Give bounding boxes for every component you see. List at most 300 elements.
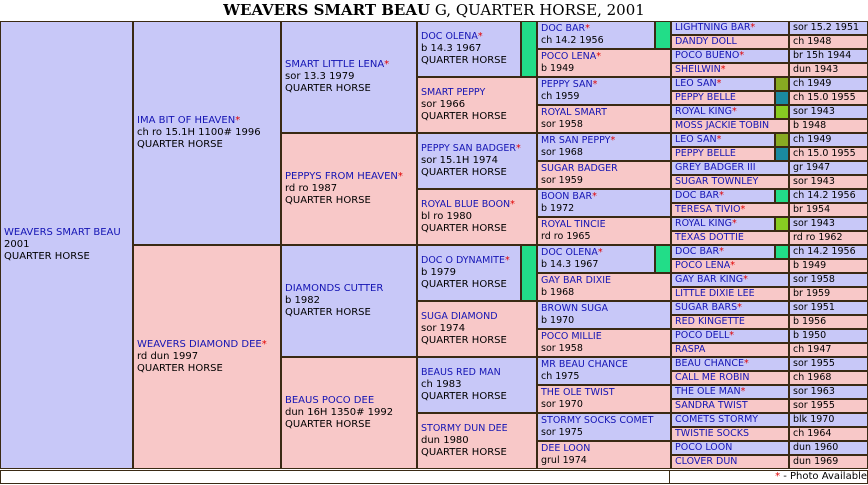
horse-name[interactable] [541,219,670,231]
horse-name[interactable] [421,423,536,435]
horse-name-text[interactable]: SHEILWIN [675,64,721,75]
horse-name[interactable] [541,79,670,91]
horse-name[interactable] [675,22,788,34]
horse-detail-line: b 1970 [541,315,575,326]
horse-cell-g6-0[interactable] [672,22,788,34]
horse-detail-line: QUARTER HORSE [421,167,507,178]
horse-cell-g6-22[interactable] [672,330,788,342]
horse-cell-g5-15[interactable] [538,442,670,468]
horse-name-text[interactable]: CALL ME ROBIN [675,372,750,383]
horse-cell-g6-25[interactable] [672,372,788,384]
photo-star-icon: * [743,274,748,285]
horse-name-text[interactable]: WEAVERS DIAMOND DEE [137,339,262,350]
horse-cell-g6-18[interactable] [672,274,788,286]
horse-cell-g3-3[interactable] [282,358,416,468]
horse-cell-g6-4[interactable] [672,78,788,90]
horse-name[interactable] [675,218,788,230]
horse-name-text[interactable]: SUGA DIAMOND [421,311,498,322]
horse-name[interactable] [541,275,670,287]
horse-detail-line: QUARTER HORSE [421,279,507,290]
horse-info-text: sor 1943 [793,176,835,187]
horse-name[interactable] [541,303,670,315]
horse-name[interactable] [421,255,536,267]
horse-name-text[interactable]: SMART LITTLE LENA [285,59,385,70]
horse-cell-g5-13[interactable] [538,386,670,412]
horse-cell-g6-11[interactable] [672,176,788,188]
horse-name-text[interactable]: MOSS JACKIE TOBIN [675,120,770,131]
horse-name[interactable] [541,443,670,455]
horse-info-g6-13 [790,204,867,216]
horse-name[interactable] [541,163,670,175]
horse-name-text[interactable]: THE OLE TWIST [541,387,615,398]
horse-name[interactable] [675,148,788,160]
horse-info-g6-2 [790,50,867,62]
photo-star-icon: * [731,218,737,229]
photo-star-icon: * [740,204,746,215]
horse-info-text: b 1956 [793,316,827,327]
horse-name[interactable] [675,190,788,202]
horse-name[interactable] [675,232,788,244]
photo-star-icon: * [719,246,724,257]
photo-star-icon: * [716,134,722,145]
photo-star-icon: * [384,59,390,70]
horse-name[interactable] [541,23,670,35]
horse-name[interactable] [541,107,670,119]
horse-detail-line: dun 1980 [421,435,469,446]
photo-star-icon: * [515,143,521,154]
horse-name[interactable] [675,274,788,286]
horse-name[interactable] [675,358,788,370]
horse-name-text[interactable]: IMA BIT OF HEAVEN [137,115,236,126]
horse-name-text[interactable]: DANDY DOLL [675,36,737,47]
horse-name[interactable] [421,311,536,323]
horse-name-text[interactable]: POCO BUENO [675,50,740,61]
horse-name-text[interactable]: SUGAR TOWNLEY [675,176,759,187]
horse-name[interactable] [285,59,416,71]
horse-cell-g4-7[interactable] [418,414,536,468]
photo-star-icon: * [744,358,749,369]
horse-name-text[interactable]: BEAU CHANCE [675,358,745,369]
horse-detail-line: sor 1958 [541,343,583,354]
horse-info-g6-1 [790,36,867,48]
horse-cell-g6-31[interactable] [672,456,788,468]
horse-name-text[interactable]: SUGAR BADGER [541,163,618,174]
horse-detail-line: QUARTER HORSE [4,251,90,262]
horse-info-text: sor 1958 [793,274,835,285]
horse-info-g6-7 [790,120,867,132]
horse-info-text: ch 1949 [793,134,832,145]
horse-cell-g2-1[interactable] [134,246,280,468]
horse-info-text: br 1954 [793,204,831,215]
horse-info-g6-21 [790,316,867,328]
horse-name-text[interactable]: ROYAL BLUE BOON [421,199,511,210]
horse-name-text[interactable]: GAY BAR DIXIE [541,275,612,286]
horse-name-text[interactable]: SANDRA TWIST [675,400,748,411]
photo-star-icon: * [740,386,746,397]
horse-name-text[interactable]: MR BEAU CHANCE [541,359,628,370]
horse-detail-line: QUARTER HORSE [137,363,223,374]
horse-detail-line: QUARTER HORSE [421,447,507,458]
horse-name[interactable] [675,36,788,48]
horse-info-text: ch 1948 [793,36,832,47]
footer-spacer [1,471,669,483]
horse-cell-g4-0[interactable] [418,22,536,76]
horse-cell-g5-4[interactable] [538,134,670,160]
horse-detail-line: sor 1966 [421,99,466,110]
horse-cell-g4-3[interactable] [418,190,536,244]
horse-cell-g3-0[interactable] [282,22,416,132]
horse-cell-g5-6[interactable] [538,190,670,216]
horse-cell-g5-9[interactable] [538,274,670,300]
horse-name-text[interactable]: LEO SAN [675,134,717,145]
horse-cell-g6-28[interactable] [672,414,788,426]
horse-cell-g6-9[interactable] [672,148,788,160]
horse-name-text[interactable]: BEAUS POCO DEE [285,395,375,406]
horse-name[interactable] [675,50,788,62]
horse-cell-g6-12[interactable] [672,190,788,202]
inbreeding-marker-icon [654,22,670,48]
horse-cell-g4-4[interactable] [418,246,536,300]
horse-name-text[interactable]: DOC BAR [675,246,720,257]
horse-name[interactable] [675,400,788,412]
horse-name[interactable] [675,316,788,328]
horse-info-text: ch 15.0 1955 [793,92,856,103]
horse-cell-g6-2[interactable] [672,50,788,62]
horse-name[interactable] [541,387,670,399]
horse-cell-g6-13[interactable] [672,204,788,216]
horse-cell-g5-0[interactable] [538,22,670,48]
horse-name[interactable] [675,134,788,146]
horse-info-g6-28 [790,414,867,426]
horse-name[interactable] [675,330,788,342]
horse-name-text[interactable]: RED KINGETTE [675,316,745,327]
horse-name[interactable] [675,344,788,356]
horse-cell-g5-12[interactable] [538,358,670,384]
horse-info-g6-9 [790,148,867,160]
horse-info-text: dun 1960 [793,442,839,453]
horse-name[interactable] [675,260,788,272]
horse-cell-g5-14[interactable] [538,414,670,440]
inbreeding-marker-icon [654,246,670,272]
horse-name[interactable] [675,372,788,384]
horse-cell-g5-11[interactable] [538,330,670,356]
horse-name-text[interactable]: ROYAL SMART [541,107,607,118]
horse-name-text[interactable]: LIGHTNING BAR [675,22,751,33]
horse-cell-g5-1[interactable] [538,50,670,76]
photo-legend [670,471,867,483]
horse-cell-g1-0[interactable] [1,22,132,468]
horse-detail-line: sor 1970 [541,399,583,410]
horse-info-g6-6 [790,106,867,118]
horse-info-text: b 1950 [793,330,827,341]
horse-info-text: sor 1943 [793,106,835,117]
horse-cell-g3-2[interactable] [282,246,416,356]
horse-name[interactable] [541,247,670,259]
horse-info-text: ch 1964 [793,428,832,439]
photo-star-icon: * [729,330,734,341]
horse-cell-g5-2[interactable] [538,78,670,104]
inbreeding-marker-icon [774,78,788,90]
horse-info-g6-4 [790,78,867,90]
horse-name-text[interactable]: LEO SAN [675,78,717,89]
photo-star-icon: * [739,50,745,61]
horse-cell-g4-1[interactable] [418,78,536,132]
photo-star-icon: * [597,247,603,258]
horse-cell-g6-29[interactable] [672,428,788,440]
horse-cell-g5-7[interactable] [538,218,670,244]
horse-name-text[interactable]: GAY BAR KING [675,274,744,285]
horse-cell-g6-3[interactable] [672,64,788,76]
horse-info-text: gr 1947 [793,162,831,173]
horse-name-text[interactable]: POCO LENA [541,51,597,62]
horse-cell-g5-5[interactable] [538,162,670,188]
horse-name-text[interactable]: SMART PEPPY [421,87,486,98]
horse-cell-g6-7[interactable] [672,120,788,132]
horse-cell-g4-6[interactable] [418,358,536,412]
horse-name-text[interactable]: ROYAL TINCIE [541,219,606,230]
photo-star-icon: * [510,199,515,210]
photo-star-icon: * [592,79,598,90]
horse-cell-g6-8[interactable] [672,134,788,146]
horse-detail-line: QUARTER HORSE [285,307,371,318]
horse-name[interactable] [675,456,788,468]
horse-name-text[interactable]: GREY BADGER III [675,162,756,173]
horse-cell-g4-2[interactable] [418,134,536,188]
horse-info-g6-11 [790,176,867,188]
horse-name-text[interactable]: POCO LENA [675,260,731,271]
horse-name[interactable] [675,78,788,90]
horse-name-text[interactable]: POCO MILLIE [541,331,602,342]
horse-info-g6-10 [790,162,867,174]
horse-info-g6-15 [790,232,867,244]
horse-name-text[interactable]: STORMY SOCKS COMET [541,415,654,426]
horse-cell-g6-14[interactable] [672,218,788,230]
horse-name[interactable] [541,135,670,147]
horse-name-text[interactable]: BROWN SUGA [541,303,608,314]
horse-name[interactable] [675,246,788,258]
horse-detail-line: QUARTER HORSE [137,139,223,150]
photo-star-icon: * [477,31,483,42]
horse-info-text: ch 14.2 1956 [793,246,856,257]
horse-name[interactable] [675,162,788,174]
horse-name[interactable] [541,359,670,371]
horse-detail-line: ch 14.2 1956 [541,35,604,46]
photo-star-icon: * [397,171,403,182]
horse-info-text: sor 1955 [793,400,835,411]
horse-name[interactable] [421,87,536,99]
horse-name-text[interactable]: DOC BAR [541,23,586,34]
horse-name[interactable] [541,191,670,203]
horse-name[interactable] [137,339,280,351]
horse-info-text: sor 15.2 1951 [793,22,860,33]
horse-info-g6-5 [790,92,867,104]
horse-name-text[interactable]: PEPPY SAN [541,79,593,90]
horse-name[interactable] [421,31,536,43]
horse-cell-g6-1[interactable] [672,36,788,48]
horse-name-text[interactable]: DOC BAR [675,190,720,201]
photo-star-icon: * [504,255,510,266]
horse-name-text[interactable]: RASPA [675,344,706,355]
horse-cell-g6-17[interactable] [672,260,788,272]
horse-cell-g6-27[interactable] [672,400,788,412]
horse-detail-line: bl ro 1980 [421,211,472,222]
horse-cell-g6-20[interactable] [672,302,788,314]
horse-info-g6-24 [790,358,867,370]
horse-name[interactable] [421,199,536,211]
horse-cell-g4-5[interactable] [418,302,536,356]
horse-name[interactable] [541,51,670,63]
horse-detail-line: QUARTER HORSE [421,111,507,122]
horse-name[interactable] [675,106,788,118]
inbreeding-marker-icon [774,218,788,230]
horse-cell-g6-5[interactable] [672,92,788,104]
horse-cell-g6-23[interactable] [672,344,788,356]
horse-name-text[interactable]: DIAMONDS CUTTER [285,283,384,294]
horse-detail-line: QUARTER HORSE [421,55,507,66]
horse-name-text[interactable]: DOC OLENA [421,31,478,42]
horse-detail-line: sor 1959 [541,175,583,186]
horse-name[interactable] [675,64,788,76]
inbreeding-marker-icon [774,92,788,104]
horse-name-text[interactable]: ROYAL KING [675,106,732,117]
horse-name-text[interactable]: WEAVERS SMART BEAU [4,227,121,238]
horse-info-g6-17 [790,260,867,272]
horse-name-text[interactable]: PEPPYS FROM HEAVEN [285,171,398,182]
horse-info-g6-3 [790,64,867,76]
horse-info-g6-16 [790,246,867,258]
horse-cell-g6-21[interactable] [672,316,788,328]
horse-detail-line: grul 1974 [541,455,587,466]
horse-name-text[interactable]: POCO LOON [675,442,733,453]
horse-name[interactable] [675,428,788,440]
horse-name[interactable] [137,115,280,127]
horse-detail-line: b 1979 [421,267,456,278]
horse-name-text[interactable]: PEPPY BELLE [675,148,736,159]
horse-name-text[interactable]: ROYAL KING [675,218,732,229]
horse-name[interactable] [421,143,536,155]
horse-detail-line: b 1972 [541,203,575,214]
horse-info-text: dun 1943 [793,64,839,75]
horse-name[interactable] [541,415,670,427]
horse-name[interactable] [675,204,788,216]
horse-name[interactable] [675,442,788,454]
horse-detail-line: QUARTER HORSE [285,195,371,206]
horse-info-text: dun 1969 [793,456,839,467]
horse-cell-g6-15[interactable] [672,232,788,244]
horse-name-text[interactable]: PEPPY BELLE [675,92,736,103]
horse-detail-line: dun 16H 1350# 1992 [285,407,394,418]
horse-info-text: rd ro 1962 [793,232,843,243]
horse-info-text: sor 1951 [793,302,835,313]
horse-cell-g2-0[interactable] [134,22,280,244]
horse-name-text[interactable]: TEXAS DOTTIE [675,232,744,243]
horse-info-g6-25 [790,372,867,384]
horse-name[interactable] [675,386,788,398]
horse-cell-g6-19[interactable] [672,288,788,300]
horse-name-text[interactable]: DOC O DYNAMITE [421,255,505,266]
horse-name[interactable] [675,176,788,188]
horse-info-g6-29 [790,428,867,440]
horse-name-text[interactable]: THE OLE MAN [675,386,741,397]
horse-name-text[interactable]: POCO DELL [675,330,730,341]
horse-info-text: b 1948 [793,120,827,131]
horse-name-text[interactable]: PEPPY SAN BADGER [421,143,516,154]
horse-name-text[interactable]: SUGAR BARS [675,302,738,313]
horse-name[interactable] [675,120,788,132]
inbreeding-marker-icon [774,246,788,258]
title-description: G, QUARTER HORSE, 2001 [430,1,645,19]
horse-name[interactable] [541,331,670,343]
horse-detail-line: sor 1975 [541,427,583,438]
horse-name[interactable] [675,302,788,314]
horse-cell-g6-6[interactable] [672,106,788,118]
horse-name[interactable] [285,283,416,295]
photo-legend-text: - Photo Available [780,471,867,482]
horse-name[interactable] [285,395,416,407]
photo-star-icon: * [585,23,590,34]
horse-name-text[interactable]: BOON BAR [541,191,593,202]
horse-detail-line: b 14.3 1967 [541,259,599,270]
horse-name[interactable] [675,288,788,300]
horse-info-g6-0 [790,22,867,34]
horse-name-text[interactable]: LITTLE DIXIE LEE [675,288,755,299]
horse-name[interactable] [4,227,132,239]
horse-detail-line: ch ro 15.1H 1100# 1996 [137,127,261,138]
horse-name[interactable] [285,171,416,183]
inbreeding-marker-icon [774,190,788,202]
horse-detail-line: b 1949 [541,63,575,74]
horse-name-text[interactable]: CLOVER DUN [675,456,738,467]
horse-detail-line: sor 1974 [421,323,466,334]
photo-star-icon: * [610,135,616,146]
horse-info-g6-23 [790,344,867,356]
photo-star-icon: * [716,78,722,89]
photo-star-icon: * [592,191,597,202]
horse-info-g6-18 [790,274,867,286]
horse-info-g6-20 [790,302,867,314]
horse-info-text: ch 1968 [793,372,832,383]
horse-cell-g5-3[interactable] [538,106,670,132]
horse-detail-line: QUARTER HORSE [421,335,507,346]
footer-bar [0,470,868,484]
horse-name-text[interactable]: DOC OLENA [541,247,598,258]
horse-cell-g6-30[interactable] [672,442,788,454]
horse-cell-g6-16[interactable] [672,246,788,258]
horse-name-text[interactable]: TERESA TIVIO [675,204,741,215]
horse-name-text[interactable]: COMETS STORMY [675,414,759,425]
horse-detail-line: ch 1959 [541,91,580,102]
horse-cell-g5-10[interactable] [538,302,670,328]
horse-name-text[interactable]: BEAUS RED MAN [421,367,501,378]
horse-name-text[interactable]: STORMY DUN DEE [421,423,508,434]
horse-cell-g6-24[interactable] [672,358,788,370]
horse-name-text[interactable]: MR SAN PEPPY [541,135,611,146]
horse-cell-g6-26[interactable] [672,386,788,398]
horse-cell-g3-1[interactable] [282,134,416,244]
horse-name[interactable] [675,414,788,426]
horse-name-text[interactable]: TWISTIE SOCKS [675,428,750,439]
horse-name-text[interactable]: DEE LOON [541,443,591,454]
horse-name[interactable] [421,367,536,379]
horse-cell-g6-10[interactable] [672,162,788,174]
inbreeding-marker-icon [520,22,536,76]
horse-name[interactable] [675,92,788,104]
horse-info-text: br 15h 1944 [793,50,852,61]
horse-cell-g5-8[interactable] [538,246,670,272]
horse-detail-line: 2001 [4,239,30,250]
horse-info-g6-31 [790,456,867,468]
horse-detail-line: QUARTER HORSE [421,391,507,402]
